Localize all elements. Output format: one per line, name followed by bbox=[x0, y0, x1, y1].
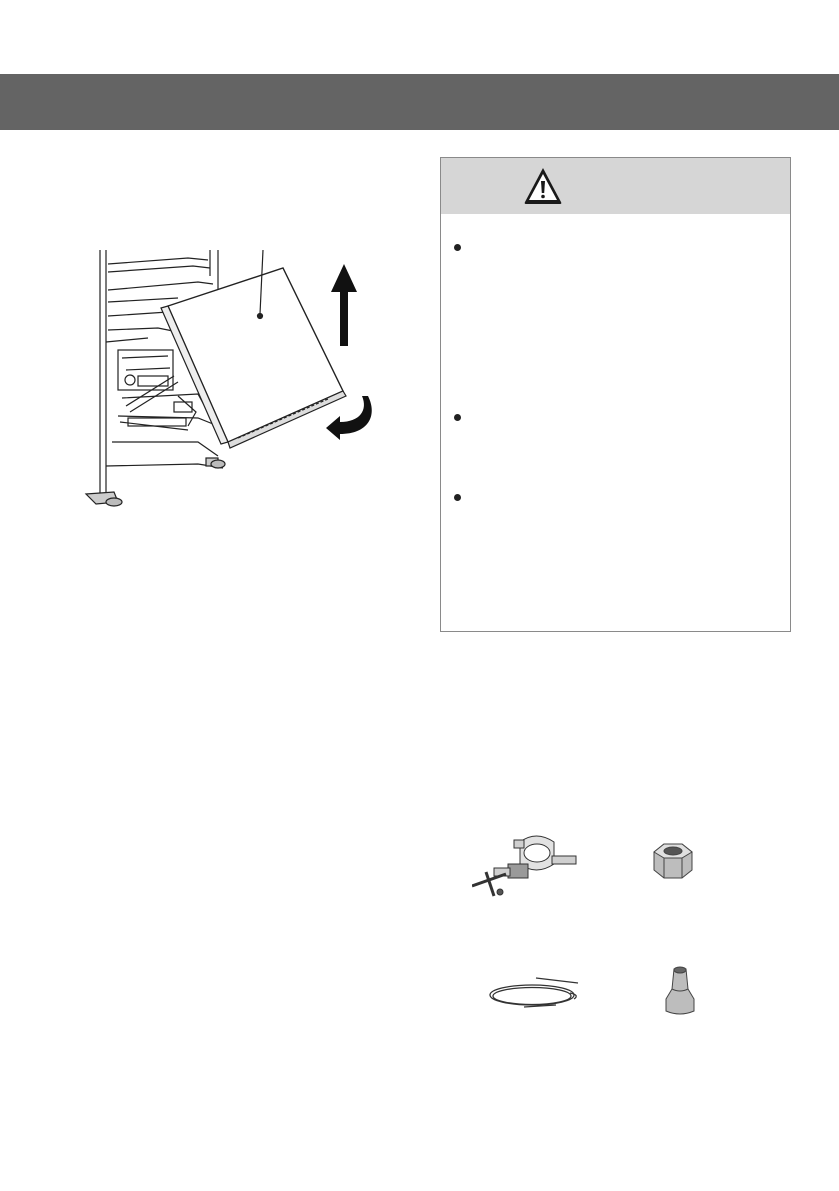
compression-sleeve-icon bbox=[664, 965, 696, 1017]
compression-nut-icon bbox=[648, 842, 696, 882]
door-removal-illustration bbox=[78, 246, 388, 511]
section-header-bar bbox=[0, 74, 839, 130]
warning-bullet-1 bbox=[454, 244, 461, 251]
saddle-valve-clamp-icon bbox=[472, 830, 584, 904]
warning-bullet-3 bbox=[454, 494, 461, 501]
copper-tubing-coil-icon bbox=[484, 975, 582, 1015]
warning-bullet-2 bbox=[454, 414, 461, 421]
warning-header bbox=[441, 158, 790, 214]
warning-triangle-icon bbox=[523, 166, 563, 206]
warning-box bbox=[440, 157, 791, 632]
